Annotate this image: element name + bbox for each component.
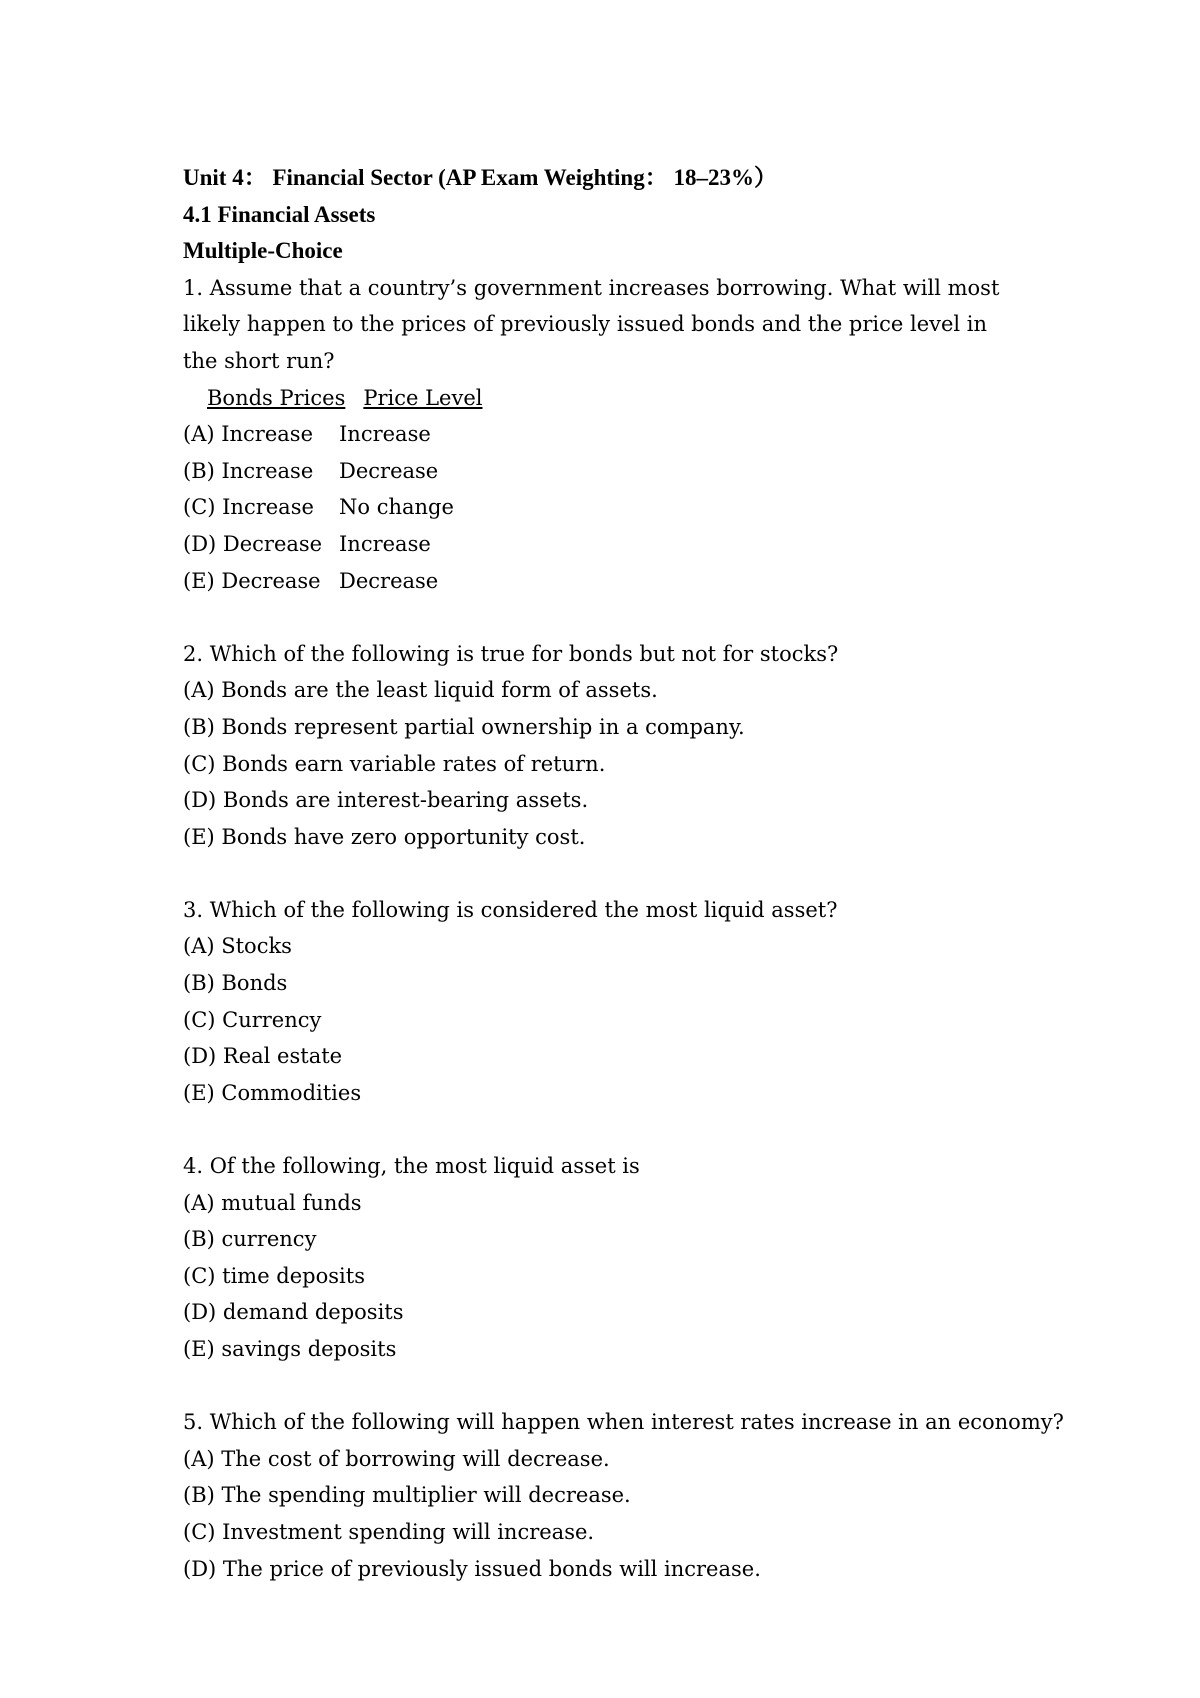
option-value: No change	[339, 495, 454, 520]
question-4-option-b: (B) currency	[183, 1227, 317, 1252]
question-4-option-c: (C) time deposits	[183, 1263, 365, 1288]
question-3-option-b: (B) Bonds	[183, 971, 288, 996]
question-3-option-a: (A) Stocks	[183, 934, 292, 959]
option-label: (E) Decrease	[183, 568, 321, 593]
spacer	[183, 599, 1083, 636]
spacer	[183, 1368, 1083, 1405]
spacer	[183, 1111, 1083, 1148]
question-4-option-e: (E) savings deposits	[183, 1337, 397, 1361]
question-3-option-d: (D) Real estate	[183, 1044, 343, 1069]
question-5-option-c: (C) Investment spending will increase.	[183, 1519, 595, 1544]
question-1-option-a	[183, 416, 1083, 453]
question-2-option-a: (A) Bonds are the least liquid form of assets.	[183, 678, 658, 703]
spacer	[183, 855, 1083, 892]
question-3-option-e: (E) Commodities	[183, 1080, 362, 1105]
option-label: (D) Decrease	[183, 531, 323, 556]
option-label: (A) Increase	[183, 422, 313, 447]
question-4-option-a: (A) mutual funds	[183, 1190, 362, 1215]
question-2-option-c: (C) Bonds earn variable rates of return.	[183, 751, 606, 776]
section-title: 4.1 Financial Assets	[183, 201, 376, 227]
question-4-option-d: (D) demand deposits	[183, 1300, 404, 1325]
column-header-bond-prices: Bonds Prices	[207, 385, 346, 410]
question-5-option-a: (A) The cost of borrowing will decrease.	[183, 1446, 610, 1471]
question-1-text: 1. Assume that a country’s government increases borrowing. What will most likely happen to the prices of previously issued bonds and the price level in the short run?	[183, 275, 1000, 373]
question-1-option-d	[183, 526, 1083, 563]
format-title: Multiple-Choice	[183, 238, 343, 264]
question-5-option-b: (B) The spending multiplier will decrease.	[183, 1483, 631, 1508]
question-3-option-c: (C) Currency	[183, 1007, 322, 1032]
question-1-option-c	[183, 489, 1083, 526]
question-4-text: 4. Of the following, the most liquid asset is	[183, 1154, 640, 1179]
option-value: Decrease	[339, 568, 439, 593]
question-1-option-b	[183, 453, 1083, 490]
question-1-option-e	[183, 563, 1083, 600]
question-2-option-b: (B) Bonds represent partial ownership in a company.	[183, 714, 745, 739]
option-value: Increase	[339, 422, 431, 447]
option-value: Decrease	[339, 458, 439, 483]
option-value: Increase	[339, 531, 431, 556]
question-1-column-headers	[183, 380, 1083, 417]
question-5-option-d: (D) The price of previously issued bonds will increase.	[183, 1556, 761, 1581]
option-label: (B) Increase	[183, 458, 314, 483]
document-page	[183, 160, 1083, 1587]
question-2-option-d: (D) Bonds are interest-bearing assets.	[183, 788, 589, 813]
question-5-text: 5. Which of the following will happen when interest rates increase in an economy?	[183, 1410, 1064, 1435]
question-3-text: 3. Which of the following is considered the most liquid asset?	[183, 897, 838, 922]
column-header-price-level: Price Level	[363, 385, 483, 410]
unit-title: Unit 4： Financial Sector (AP Exam Weighting： 18–23%）	[183, 165, 777, 190]
option-label: (C) Increase	[183, 495, 314, 520]
question-2-text: 2. Which of the following is true for bonds but not for stocks?	[183, 641, 839, 666]
question-2-option-e: (E) Bonds have zero opportunity cost.	[183, 824, 586, 849]
